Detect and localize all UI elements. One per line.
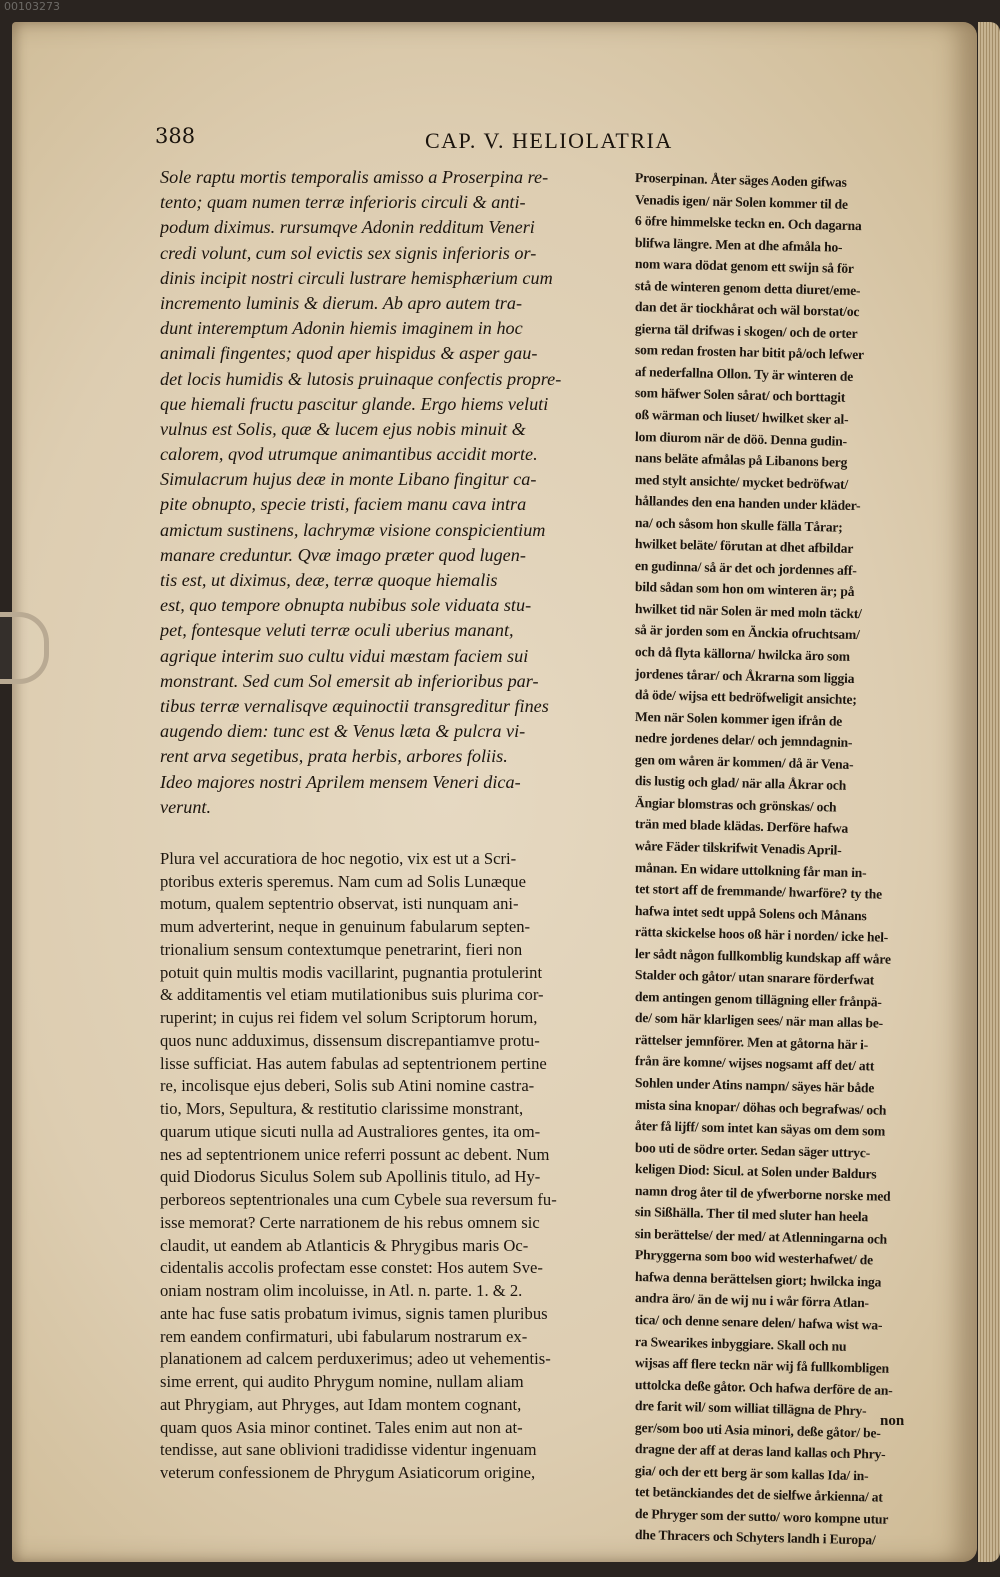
text-line: Ängiar blomstras och grönskas/ och [634,794,837,815]
text-line: stå de winteren genom detta diuret/eme- [634,277,861,298]
text-line: credi volunt, cum sol evictis sex signis inferioris or- [160,242,537,263]
text-line: amictum sustinens, lachrymæ visione conspicientium [160,519,546,540]
text-line: augendo diem: tunc est & Venus læta & pulcra vi- [160,721,526,742]
text-line: Sole raptu mortis temporalis amisso a Proserpina re- [160,167,549,187]
text-line: sin berättelse/ der med/ at Atlenningarna och [634,1225,888,1247]
text-line: keligen Diod: Sicul. at Solen under Baldurs [634,1161,877,1182]
text-line: agrique interim suo cultu vidui mæstam faciem sui [160,645,529,666]
text-line: 6 öfre himmelske teckn en. Och dagarna [634,213,862,234]
text-line: åter få lijff/ som intet kan säyas om dem som [634,1118,886,1139]
text-line: rent arva segetibus, prata herbis, arbores foliis. [160,746,508,767]
latin-italic-paragraph [160,165,615,820]
text-line: de Phryger som der sutto/ woro kompne utur [634,1505,889,1527]
text-line: re, incolisque ejus deberi, Solis sub Atini nomine castra- [160,1076,535,1096]
text-line: planationem ad calcem perduxerimus; adeo ut vehementis- [160,1349,551,1369]
text-line: gia/ och der ett berg är som kallas Ida/ in- [634,1462,869,1484]
page-number: 388 [155,124,196,148]
text-line: hwilket beläte/ förutan at dhet afbildar [634,536,854,557]
text-line: dis lustig och glad/ när alla Åkrar och [634,773,847,794]
text-line: oniam nostram olim incoluisse, in Atl. n. parte. 1. & 2. [160,1281,523,1301]
text-line: nes ad septentrionem unice referri possunt ac debent. Num [160,1144,550,1164]
latin-roman-paragraph [160,848,615,1485]
text-line: mista sina knopar/ döhas och begrafwas/ och [634,1096,887,1118]
text-line: bild sådan som hon om winteren är; på [634,579,855,600]
text-line: tet stort aff de fremmande/ hwarföre? ty the [634,881,883,902]
text-line: dre farit wil/ som williat tillägna de Phry- [634,1398,867,1419]
text-line: dunt interemptum Adonin hiemis imaginem in hoc [160,318,523,339]
text-line: ra Swearikes inbyggiare. Skall och nu [634,1333,847,1354]
text-line: dhe Thracers och Schyters landh i Europa/ [634,1527,876,1548]
text-line: ptoribus exteris speremus. Nam cum ad Solis Lunæque [160,871,526,891]
text-line: med stylt ansichte/ mycket bedröfwat/ [634,471,849,492]
text-line: då öde/ wijsa ett bedröfweligit ansichte; [634,687,857,708]
latin-column [160,165,615,1485]
text-line: mum adverterint, neque in genuinum fabularum septen- [160,917,531,937]
scan-id: 00103273 [4,0,60,13]
text-line: wåre Fäder tilskrifwit Venadis April- [634,837,842,858]
text-line: Proserpinan. Åter säges Aoden gifwas [634,170,847,190]
text-line: det locis humidis & lutosis pruinaque confectis propre- [160,368,562,389]
text-line: hafwa denna berättelsen giort; hwilcka inga [634,1268,882,1290]
text-line: ler sådt någon fullkomblig kundskap aff wåre [634,945,891,967]
text-line: tet betänckiandes det de sielfwe årkienna/ at [634,1484,883,1505]
text-line: från äre komne/ wijses nogsamt aff det/ att [634,1053,875,1074]
text-line: nans beläte afmålas på Libanons berg [634,450,848,470]
text-line: monstrant. Sed cum Sol emersit ab inferioribus par- [160,670,539,691]
text-line: så är jorden som en Änckia ofruchtsam/ [634,622,860,643]
text-line: oß wärman och liuset/ hwilket sker al- [634,407,849,427]
text-line: en gudinna/ så är det och jordennes aff- [634,557,857,578]
text-line: dragne der aff at deras land kallas och Phry- [634,1441,886,1462]
text-line: nom wara dödat genom ett swijn så för [634,256,854,277]
text-line: pet, fontesque veluti terræ oculi uberius manant, [160,620,514,641]
text-line: trionalium sensum contextumque penetrarint, fieri non [160,939,523,959]
text-line: Simulacrum hujus deæ in monte Libano fingitur ca- [160,469,537,490]
text-line: perboreos septentrionales una cum Cybele sua reversum fu- [160,1190,557,1210]
text-line: tibus terræ vernalisqve æquinoctii transgreditur fines [160,695,549,716]
text-line: tio, Mors, Sepultura, & restitutio clarissime monstrant, [160,1099,524,1119]
text-line: uttolcka deße gåtor. Och hafwa derföre de an- [634,1376,893,1398]
text-line: af nederfallna Ollon. Ty är winteren de [634,363,854,384]
text-line: som häfwer Solen sårat/ och borttagit [634,385,846,406]
text-line: Stalder och gåtor/ utan snarare förderfwat [634,967,875,988]
text-line: de/ som här klarligen sees/ när man allas be- [634,1010,884,1031]
text-line: gen om wåren är kommen/ då är Vena- [634,751,854,772]
text-line: Plura vel accuratiora de hoc negotio, vix est ut a Scri- [160,848,517,868]
text-line: motum, qualem septentrio observat, isti nunquam ani- [160,894,519,914]
text-line: tento; quam numen terræ inferioris circuli & anti- [160,192,526,213]
text-line: hwilket tid när Solen är med moln täckt/ [634,600,862,622]
text-line: na/ och såsom hon skulle fälla Tårar; [634,514,843,535]
text-line: Phryggerna som boo wid westerhafwet/ de [634,1247,874,1268]
text-line: verunt. [160,796,212,817]
text-line: och då flyta källorna/ hwilcka äro som [634,644,851,664]
text-line: blifwa längre. Men at dhe afmåla ho- [634,234,843,255]
text-line: boo uti de södre orter. Sedan säger uttryc- [634,1139,871,1160]
text-line: ger/som boo uti Asia minori, deße gåtor/ be- [634,1419,881,1441]
text-line: aut Phrygiam, aut Phryges, aut Idam montem cognant, [160,1394,522,1414]
text-line: rätta skickelse hoos oß här i norden/ icke hel- [634,924,889,945]
text-line: lisse sufficiat. Has autem fabulas ad septentrionem pertine [160,1053,547,1073]
text-line: rättelser jemnförer. Men at gåtorna här i- [634,1031,869,1053]
text-line: ruperint; in cujus rei fidem vel solum Scriptorum horum, [160,1008,538,1028]
paper-clip [0,612,49,684]
text-line: hållandes den ena handen under kläder- [634,493,861,514]
text-line: andra äro/ än de wij nu i wår förra Atlan- [634,1290,870,1311]
text-line: podum diximus. rursumqve Adonin redditum Veneri [160,217,535,238]
swedish-column [635,167,917,1546]
text-line: Ideo majores nostri Aprilem mensem Veneri dica- [160,771,521,792]
text-line: jordenes tårar/ och Åkrarna som liggia [634,665,855,686]
text-line: tica/ och denne senare delen/ hafwa wist wa- [634,1311,883,1333]
text-line: que hiemali fructu pascitur glande. Ergo hiems veluti [160,393,549,414]
text-line: trän med blade klädas. Derföre hafwa [634,816,849,837]
text-line: isse memorat? Certe narrationem de his rebus omnem sic [160,1212,540,1232]
text-line: tis est, ut diximus, deæ, terræ quoque hiemalis [160,570,498,590]
text-line: cidentalis accolis profectam esse constet: Hos autem Sve- [160,1258,543,1278]
text-line: rem eandem confirmaturi, ubi fabularum nostrarum ex- [160,1326,528,1346]
text-line: calorem, qvod utrumque animantibus accidit morte. [160,444,538,465]
text-line: vulnus est Solis, quæ & lucem ejus nobis minuit & [160,418,526,439]
text-line: dinis incipit nostri circuli lustrare hemisphærium cum [160,267,553,288]
text-line: quarum utique sicuti nulla ad Australiores gentes, ita om- [160,1121,541,1141]
text-line: månan. En widare uttolkning får man in- [634,859,867,880]
text-line: nedre jordenes delar/ och jemndagnin- [634,730,853,751]
text-line: Men när Solen kommer igen ifrån de [634,708,843,729]
text-line: dan det är tiockhårat och wäl borstat/oc [634,299,860,320]
running-head: CAP. V. HELIOLATRIA [425,128,673,153]
text-line: hafwa intet sedt uppå Solens och Månans [634,902,867,923]
text-line: quam quos Asia minor continet. Tales enim aut non at- [160,1417,523,1437]
text-line: incremento luminis & dierum. Ab apro autem tra- [160,292,523,313]
text-line: sime errent, qui audito Phrygum nomine, nullam aliam [160,1372,524,1392]
text-line: Venadis igen/ när Solen kommer til de [634,191,849,212]
text-line: Sohlen under Atins nampn/ säyes här både [634,1074,875,1096]
text-line: gierna täl drifwas i skogen/ och de orter [634,320,858,341]
text-line: veterum confessionem de Phrygum Asiaticorum origine, [160,1463,536,1483]
text-line: lom diurom när de döö. Denna gudin- [634,428,848,449]
catchword: non [880,1413,905,1429]
text-line: quos nunc adduximus, dissensum discrepantiamve protu- [160,1030,540,1050]
text-line: som redan frosten har bitit på/och lefwer [634,342,865,363]
text-line: manare creduntur. Qvæ imago præter quod lugen- [160,544,526,565]
text-line: animali fingentes; quod aper hispidus & asper gau- [160,343,538,364]
text-line: ante hac fuse satis probatum ivimus, signis tamen pluribus [160,1303,548,1323]
text-line: & additamentis vel etiam mutilationibus suis plurima cor- [160,985,544,1005]
text-line: claudit, ut eandem ab Atlanticis & Phrygibus maris Oc- [160,1235,529,1255]
text-line: quid Diodorus Siculus Solem sub Apollinis titulo, ad Hy- [160,1167,541,1187]
text-line: pite obnupto, specie tristi, faciem manu cava intra [160,494,527,515]
text-line: wijsas aff flere teckn när wij få fullkombligen [634,1355,890,1376]
text-line: sin Sißhälla. Ther til med sluter han heela [634,1204,869,1225]
page-edges [978,22,1000,1562]
text-line: est, quo tempore obnupta nubibus sole viduata stu- [160,595,532,616]
text-line: namn drog åter til de yfwerborne norske med [634,1182,891,1204]
text-line: tendisse, aut sane oblivioni tradidisse videntur ingenuam [160,1440,537,1460]
text-line: potuit quin multis modis vacillarint, pugnantia protulerint [160,962,543,982]
text-line: dem antingen genom tillägning eller frånpä- [634,988,882,1010]
